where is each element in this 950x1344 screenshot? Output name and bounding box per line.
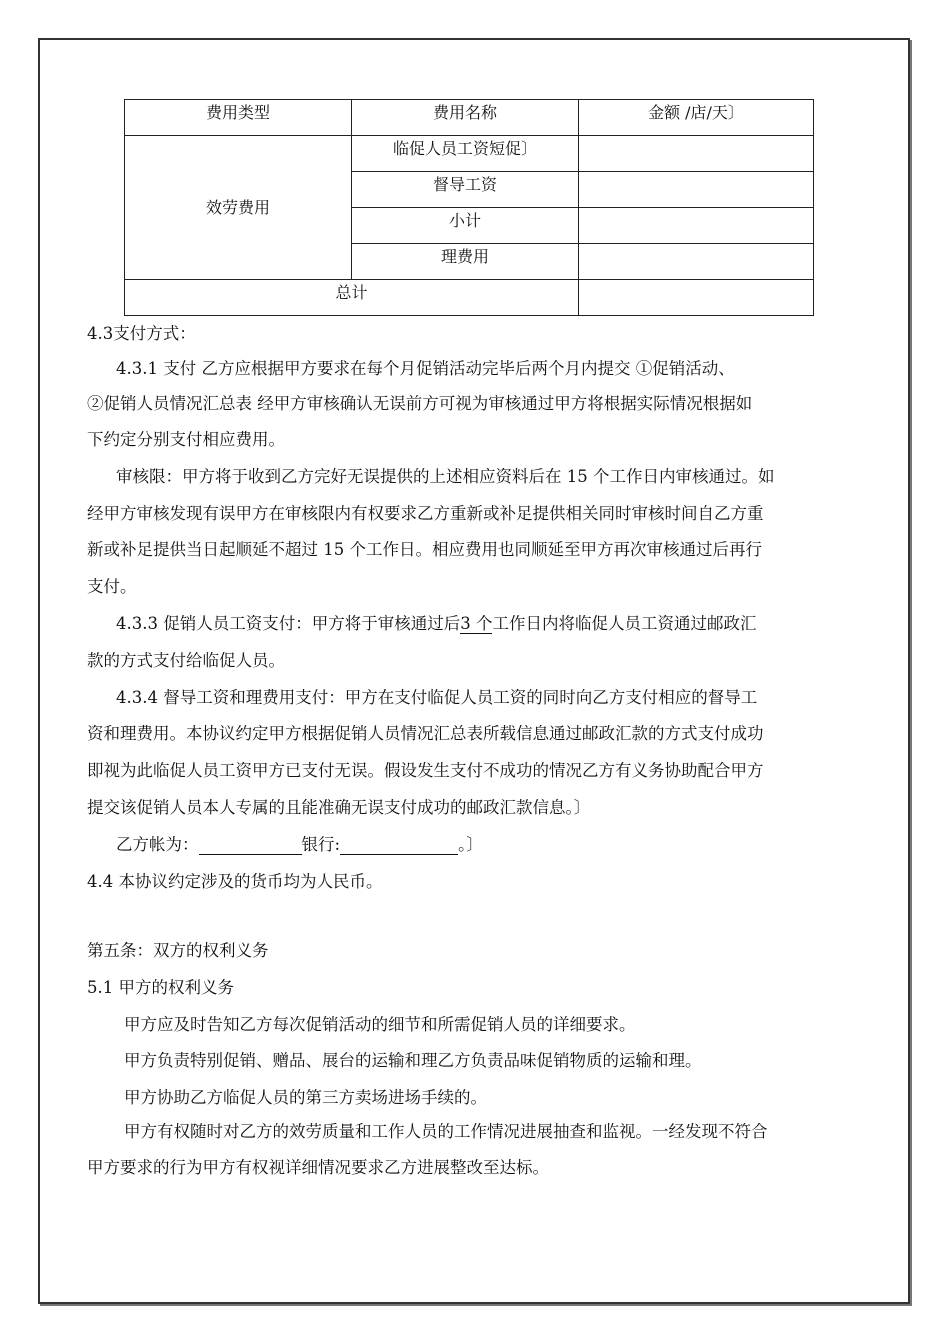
para-review-line: 新或补足提供当日起顺延不超过 15 个工作日。相应费用也同顺延至甲方再次审核通过后再行	[87, 540, 762, 559]
bank-blank	[340, 836, 458, 855]
para-4-3-3-text: 工作日内将临促人员工资通过邮政汇	[492, 614, 757, 633]
obligation-item: 甲方协助乙方临促人员的第三方卖场进场手续的。	[124, 1088, 487, 1107]
section-4-3-heading: 4.3支付方式：	[87, 324, 196, 343]
fee-item: 督导工资	[352, 172, 579, 208]
obligation-item: 甲方应及时告知乙方每次促销活动的细节和所需促销人员的详细要求。	[124, 1015, 636, 1034]
account-line-end: 。〕	[458, 835, 483, 854]
total-label: 总计	[125, 280, 579, 316]
header-fee-name: 费用名称	[352, 100, 579, 136]
amount-cell	[579, 172, 814, 208]
fee-item: 理费用	[352, 244, 579, 280]
table-header-row	[125, 100, 814, 136]
obligation-item: 甲方有权随时对乙方的效劳质量和工作人员的工作情况进展抽查和监视。一经发现不符合	[124, 1122, 768, 1141]
para-4-3-3-line: 款的方式支付给临促人员。	[87, 651, 285, 670]
para-4-3-4-line: 资和理费用。本协议约定甲方根据促销人员情况汇总表所载信息通过邮政汇款的方式支付成功	[87, 724, 764, 743]
para-review-line: 经甲方审核发现有误甲方在审核限内有权要求乙方重新或补足提供相关同时审核时间自乙方重	[87, 504, 764, 523]
article-5-title: 第五条：双方的权利义务	[87, 941, 269, 960]
para-4-3-4-line: 即视为此临促人员工资甲方已支付无误。假设发生支付不成功的情况乙方有义务协助配合甲方	[87, 761, 764, 780]
fee-item: 临促人员工资短促〕	[352, 136, 579, 172]
header-fee-type: 费用类型	[125, 100, 352, 136]
total-amount	[579, 280, 814, 316]
para-4-3-1-line: 下约定分别支付相应费用。	[87, 430, 285, 449]
amount-cell	[579, 244, 814, 280]
account-line	[116, 835, 483, 855]
para-4-3-1-line: ②促销人员情况汇总表 经甲方审核确认无误前方可视为审核通过甲方将根据实际情况根据如	[87, 394, 753, 413]
section-4-4: 4.4 本协议约定涉及的货币均为人民币。	[87, 872, 383, 891]
account-label: 乙方帐为：	[116, 835, 199, 854]
bank-label: 银行:	[301, 835, 341, 854]
para-4-3-3-line	[116, 614, 756, 634]
fee-table	[124, 99, 814, 316]
amount-cell	[579, 136, 814, 172]
account-blank	[199, 836, 302, 855]
obligation-item: 甲方负责特别促销、赠品、展台的运输和理乙方负责品味促销物质的运输和理。	[124, 1051, 702, 1070]
para-4-3-4-line: 4.3.4 督导工资和理费用支付：甲方在支付临促人员工资的同时向乙方支付相应的督导工	[116, 688, 758, 707]
para-4-3-3-text: 4.3.3 促销人员工资支付：甲方将于审核通过后	[116, 614, 461, 633]
obligation-item: 甲方要求的行为甲方有权视详细情况要求乙方进展整改至达标。	[87, 1158, 549, 1177]
para-review-line: 支付。	[87, 577, 137, 596]
total-row	[125, 280, 814, 316]
para-review-line: 审核限：甲方将于收到乙方完好无误提供的上述相应资料后在 15 个工作日内审核通过。如	[116, 467, 775, 486]
service-fee-group: 效劳费用	[125, 136, 352, 280]
amount-cell	[579, 208, 814, 244]
fee-item: 小计	[352, 208, 579, 244]
para-4-3-1-line: 4.3.1 支付 乙方应根据甲方要求在每个月促销活动完毕后两个月内提交 ①促销活动、	[116, 359, 735, 378]
para-4-3-4-line: 提交该促销人员本人专属的且能准确无误支付成功的邮政汇款信息。〕	[87, 798, 591, 817]
underlined-days: 3 个	[460, 614, 493, 633]
header-amount: 金额 /店/天〕	[579, 100, 814, 136]
section-5-1-heading: 5.1 甲方的权利义务	[87, 978, 234, 997]
table-row	[125, 136, 814, 172]
